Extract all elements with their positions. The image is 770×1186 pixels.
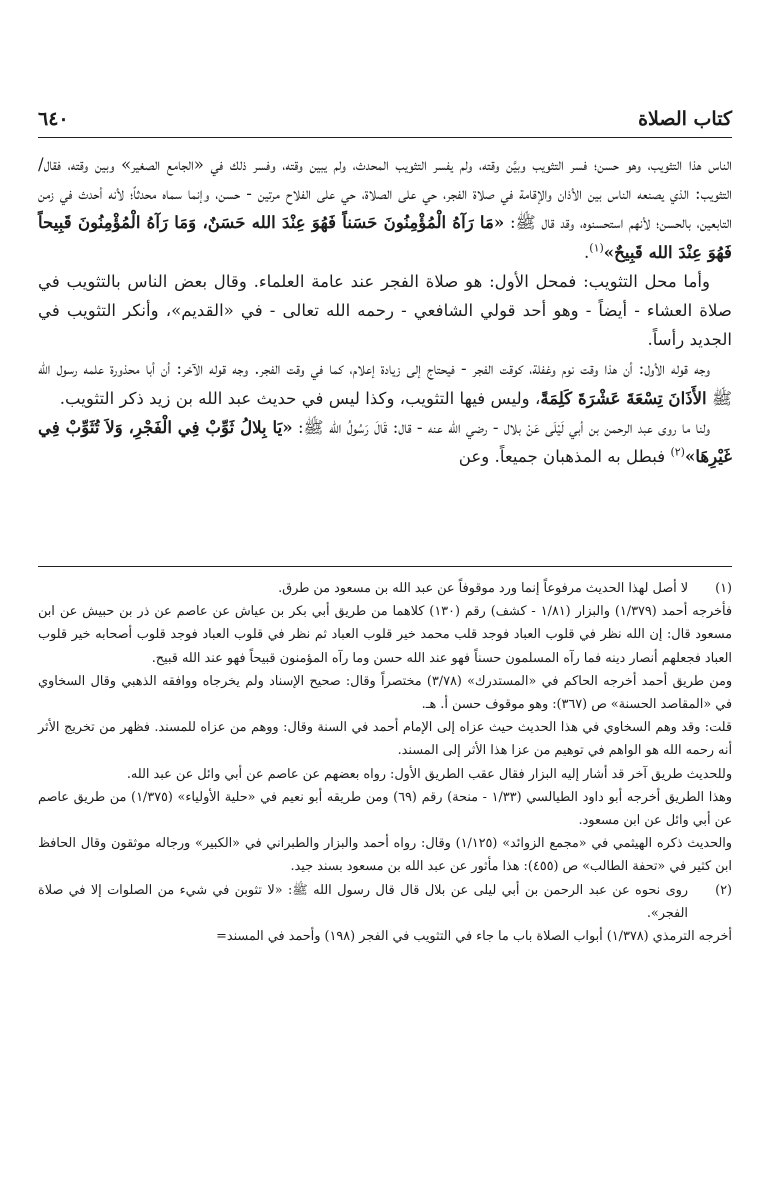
footnote-1-paragraph: وللحديث طريق آخر قد أشار إليه البزار فقال عقب الطريق الأول: رواه بعضهم عن عاصم عن أبي وائل عن عبد الله.: [126, 766, 732, 782]
footnote-2-continuation: أخرجه الترمذي (١/٣٧٨) أبواب الصلاة باب ما جاء في التثويب في الفجر (١٩٨) وأحمد في المسند=: [216, 929, 732, 945]
hadith-quote-2: الأَذَانَ تِسْعَةَ عَشْرَةَ كَلِمَةً: [540, 387, 707, 408]
footnote-1-lead: لا أصل لهذا الحديث مرفوعاً إنما ورد موقوفاً عن عبد الله بن مسعود من طرق.: [278, 581, 688, 596]
hadith-quote-3: «يَا بِلالُ ثَوِّبْ فِي الْفَجْرِ، وَلاَ تُثَوِّبْ فِي غَيْرِهَا»: [38, 416, 732, 467]
page-header: [38, 108, 732, 132]
footnote-2: [38, 879, 732, 925]
footnote-2-body: [38, 879, 688, 925]
paragraph-1: [38, 150, 732, 267]
footnote-number-1: (١): [715, 581, 732, 596]
footnote-1-paragraph: وهذا الطريق أخرجه أبو داود الطيالسي (١/٣٣ - منحة) رقم (٦٩) ومن طريقه أبو نعيم في «حلية الأولياء» (١/٣٧٥) من طريق عاصم عن أبي وائل عن ابن مسعود.: [38, 789, 732, 829]
footnote-rule: [38, 566, 732, 567]
paragraph-4-text: ولنا ما روى عبد الرحمن بن أبي لَيْلَى عَنْ بلال - رضي الله عنه - قال: قَالَ رَسُولُ الله ﷺ:: [297, 417, 710, 437]
footnote-ref-1[interactable]: (١): [589, 241, 604, 255]
paragraph-3-end: ، وليس فيها التثويب، وكذا ليس في حديث عبد الله بن زيد ذكر التثويب.: [59, 388, 541, 408]
hadith-quote-1: «مَا رَآهُ الْمُؤْمِنُونَ حَسَناً فَهُوَ عِنْدَ الله حَسَنٌ، وَمَا رَآهُ الْمُؤْمِنُونَ قَبِيحاً فَهُوَ عِنْدَ الله قَبِيحٌ»: [38, 212, 732, 262]
running-title: كتاب الصلاة: [638, 108, 732, 130]
footnote-2-lead: روى نحوه عن عبد الرحمن بن أبي ليلى عن بلال قال قال رسول الله ﷺ: «لا تثوبن في شيء من الصلوات إلا في صلاة الفجر».: [38, 882, 688, 921]
footnote-number-2: (٢): [715, 882, 732, 898]
paragraph-1-text: الناس هذا التثويب، وهو حسن؛ فسر التثويب وبيَّن وقته، ولم يفسر التثويب المحدث، ولم يبين وقته، وفسر ذلك في «الجامع الصغير» وبين وقته، فقال/ التثويب: الذي يصنعه الناس بين الأذان والإقامة في صلاة الفجر، حي على الصلاة، حي على الفلاح مرتين - حسن، وإنما سماه محدثاً؛ لأنه أحدث في زمن التابعين، بالحسن؛ لأنهم استحسنوه، وقد قال ﷺ:: [38, 155, 732, 233]
footnote-1-paragraph: ومن طريق أحمد أخرجه الحاكم في «المستدرك» (٣/٧٨) مختصراً وقال: صحيح الإسناد ولم يخرجاه ووافقه الذهبي وقال السخاوي في «المقاصد الحسنة» ص (٣٦٧): وهو موقوف حسن أ. هـ.: [38, 673, 733, 713]
header-rule: [38, 137, 732, 138]
paragraph-4-end: فبطل به المذهبان جميعاً. وعن: [458, 447, 671, 467]
footnote-1-body: [38, 577, 688, 600]
main-text: [38, 150, 732, 471]
footnote-ref-2[interactable]: (٢): [670, 445, 685, 459]
paragraph-4: [38, 413, 732, 471]
footnote-1-paragraph: قلت: وقد وهم السخاوي في هذا الحديث حيث عزاه إلى الإمام أحمد في السنة وقال: ووهم من عزاه للمسند. فظهر من تخريج الأثر أنه رحمه الله هو الواهم في توهيم من عزا هذا الأثر إلى المسند.: [38, 720, 732, 759]
paragraph-1-end: .: [584, 242, 590, 262]
paragraph-3-text: وجه قوله الأول: أن هذا وقت نوم وغفلة، كوقت الفجر - فيحتاج إلى زيادة إعلام، كما في وقت الفجر. وجه قوله الآخر: أن أبا محذورة علمه رسول الله ﷺ: [38, 359, 732, 408]
page-number: ٦٤٠: [38, 108, 69, 130]
footnote-1-paragraph: والحديث ذكره الهيثمي في «مجمع الزوائد» (١/١٢٥) وقال: رواه أحمد والبزار والطبراني في «الكبير» ورجاله موثقون وقال الحافظ ابن كثير في «تحفة الطالب» ص (٤٥٥): هذا مأثور عن عبد الله بن مسعود بسند جيد.: [38, 836, 732, 875]
paragraph-2: وأما محل التثويب: فمحل الأول: هو صلاة الفجر عند عامة العلماء. وقال بعض الناس بالتثويب في صلاة العشاء - أيضاً - وهو أحد قولي الشافعي - رحمه الله تعالى - في «القديم»، وأنكر التثويب في الجديد رأساً.: [38, 271, 732, 350]
footnote-1: [38, 577, 732, 600]
footnotes: [38, 577, 732, 948]
paragraph-3: [38, 354, 732, 412]
footnote-1-paragraph: فأخرجه أحمد (١/٣٧٩) والبزار (١/٨١ - كشف) رقم (١٣٠) كلاهما من طريق أبي بكر بن عياش عن عاصم عن ذر بن حبيش عن ابن مسعود قال: إن الله نظر في قلوب العباد فوجد قلب محمد خير قلوب العباد ثم نظر في قلوب العباد فوجد قلوب أصحابه خير قلوب العباد فجعلهم أنصار دينه فما رآه المسلمون حسناً فهو عند الله حسن وما رآه المؤمنون قبيحاً فهو عند الله قبيح.: [38, 604, 732, 666]
